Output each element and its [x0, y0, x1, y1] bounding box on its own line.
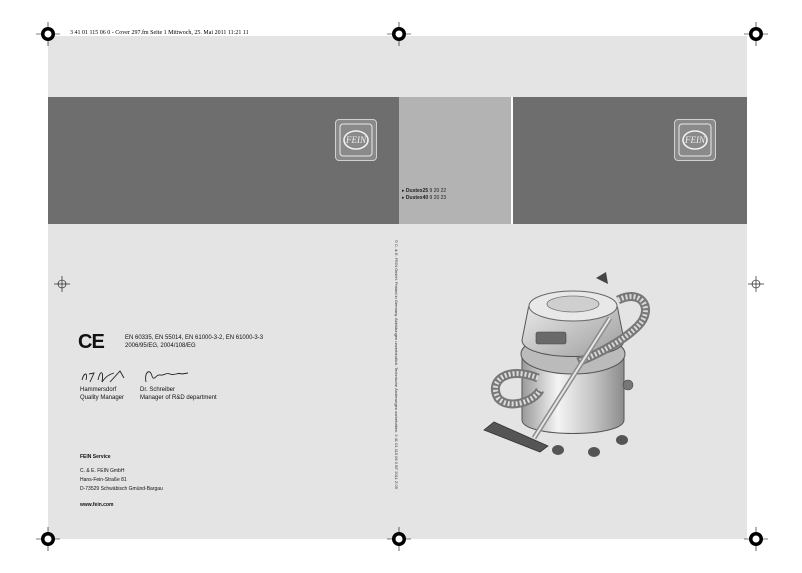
product-item [402, 188, 446, 195]
fein-logo-right [674, 119, 716, 161]
logo-text: FEIN [685, 135, 705, 145]
service-city: D-73529 Schwäbisch Gmünd-Bargau [80, 486, 163, 492]
product-list [402, 188, 446, 202]
signatory-role: Quality Manager [80, 395, 125, 401]
service-company: C. & E. FEIN GmbH [80, 468, 125, 474]
vacuum-cleaner-illustration [478, 270, 678, 465]
registration-mark-icon [744, 527, 768, 551]
signatory-role: Manager of R&D department [140, 395, 217, 401]
signatory-name: Hammersdorf [80, 387, 117, 393]
spine-text: © C. & E. FEIN GmbH. Printed in Germany. Abbildungen unverbindlich. Technische Änderungen vorbehalten. 3 41 01 115 06 0 BT 2011 Z 05 [394, 240, 399, 489]
standards-line-1: EN 60335, EN 55014, EN 61000-3-2, EN 61000-3-3 [125, 335, 264, 341]
service-block [80, 453, 163, 510]
service-title: FEIN Service [80, 454, 111, 460]
fein-logo-left [335, 119, 377, 161]
standards-block [125, 334, 263, 350]
service-url[interactable]: www.fein.com [80, 502, 114, 508]
product-code: 9 20 22 [429, 188, 447, 194]
service-street: Hans-Fein-Straße 81 [80, 477, 127, 483]
signature-right [140, 386, 217, 402]
product-name: Dustex25 [405, 188, 429, 194]
header-line: 3 41 01 115 06 0 - Cover 297.fm Seite 1 Mittwoch, 25. Mai 2011 11:21 11 [70, 30, 249, 36]
registration-mark-icon [387, 22, 411, 46]
signatory-name: Dr. Schreiber [140, 387, 176, 393]
band-middle [399, 97, 513, 224]
band-divider [511, 97, 513, 224]
registration-mark-icon [744, 22, 768, 46]
signature-right-scribble [142, 366, 192, 386]
registration-mark-icon [36, 527, 60, 551]
signature-left-scribble [80, 368, 128, 386]
crosshair-mark-icon [54, 276, 70, 292]
fein-logo-icon [338, 122, 374, 158]
signature-left [80, 386, 124, 402]
product-item [402, 195, 446, 202]
registration-mark-icon [36, 22, 60, 46]
standards-line-2: 2006/95/EG, 2004/108/EG [125, 343, 196, 349]
crosshair-mark-icon [748, 276, 764, 292]
ce-mark: CE [78, 331, 104, 353]
fein-logo-icon [677, 122, 713, 158]
registration-mark-icon [387, 527, 411, 551]
arrow-icon: ▸ [402, 188, 405, 194]
product-name: Dustex40 [405, 195, 429, 201]
spine-text-container [393, 240, 401, 510]
logo-text: FEIN [346, 135, 366, 145]
arrow-icon: ▸ [402, 195, 405, 201]
product-code: 9 20 23 [429, 195, 447, 201]
